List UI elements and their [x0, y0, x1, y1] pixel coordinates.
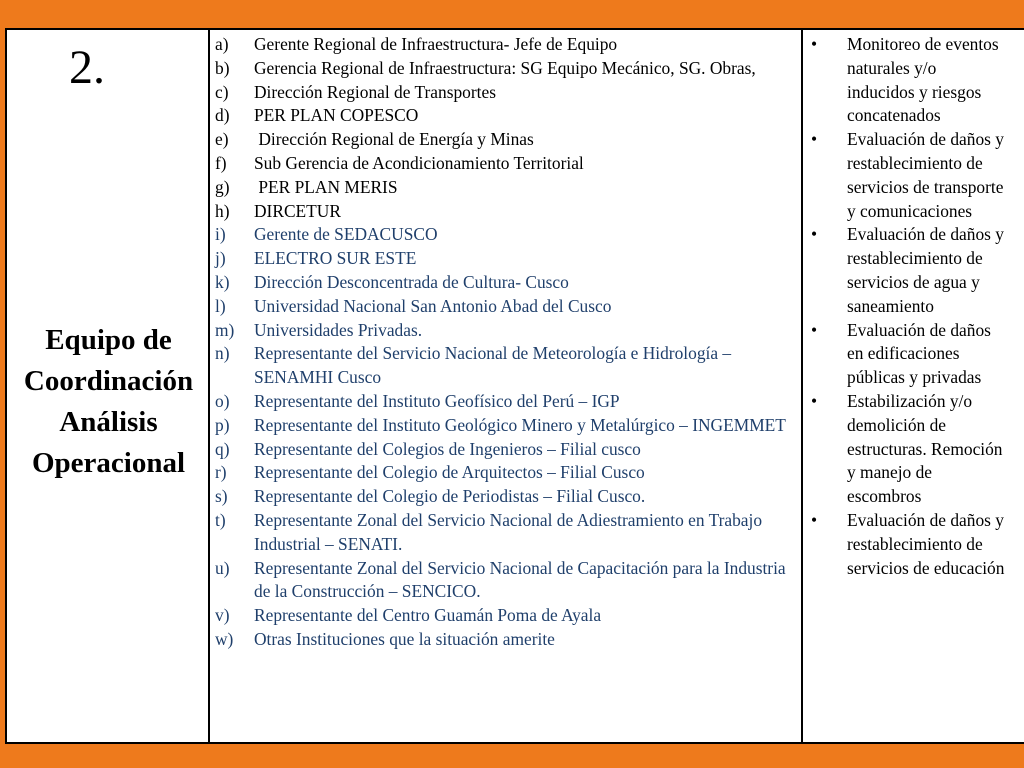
list-item-text: DIRCETUR — [254, 200, 341, 221]
list-item-text: Representante Zonal del Servicio Nacional de Adiestramiento en Trabajo Industrial – SENATI. — [254, 509, 767, 554]
list-item-letter: m) — [215, 319, 235, 340]
list-item — [215, 342, 801, 390]
bullet-item-line: restablecimiento de — [847, 152, 983, 173]
members-list — [215, 33, 801, 652]
list-item-text: Representante del Servicio Nacional de Meteorología e Hidrología – SENAMHI Cusco — [254, 343, 736, 388]
list-item — [215, 438, 801, 462]
section-title-line: Coordinación — [23, 365, 194, 397]
list-item-text: Representante Zonal del Servicio Nacional de Capacitación para la Industria de la Construcción – SENCICO. — [254, 557, 791, 602]
list-item — [215, 104, 801, 128]
list-item — [215, 461, 801, 485]
list-item — [215, 152, 801, 176]
list-item-letter: b) — [215, 57, 230, 78]
list-item-letter: d) — [215, 105, 230, 126]
list-item-letter: g) — [215, 176, 230, 197]
list-item-text: Universidad Nacional San Antonio Abad del Cusco — [254, 295, 612, 316]
list-item — [215, 57, 801, 81]
table-frame — [5, 28, 1024, 744]
list-item-letter: h) — [215, 200, 230, 221]
bullet-item-line: servicios de educación — [847, 557, 1005, 578]
bullet-item-line: inducidos y riesgos — [847, 81, 982, 102]
bullet-item — [809, 319, 1024, 390]
bullet-item-line: demolición de — [847, 414, 947, 435]
list-item-letter: n) — [215, 343, 230, 364]
bullet-item-line: Monitoreo de eventos — [847, 34, 999, 54]
list-item-letter: w) — [215, 628, 234, 649]
section-number: 2. — [69, 41, 105, 94]
list-item-letter: u) — [215, 557, 230, 578]
list-item — [215, 271, 801, 295]
functions-column — [803, 30, 1024, 742]
list-item-text: Representante del Colegio de Periodistas – Filial Cusco. — [254, 486, 646, 507]
bullet-icon: • — [811, 509, 818, 530]
list-item-text: Representante del Instituto Geológico Minero y Metalúrgico – INGEMMET — [254, 414, 786, 435]
list-item — [215, 33, 801, 57]
list-item — [215, 509, 801, 557]
list-item-letter: v) — [215, 605, 230, 626]
bullet-icon: • — [811, 390, 818, 411]
list-item-text: PER PLAN MERIS — [254, 176, 398, 197]
bullet-item-line: Evaluación de daños y — [847, 224, 1004, 245]
bullet-item-line: Evaluación de daños y — [847, 129, 1004, 150]
bullet-icon: • — [811, 319, 818, 340]
list-item-text: Dirección Regional de Transportes — [254, 81, 496, 102]
list-item-text: Gerente Regional de Infraestructura- Jefe de Equipo — [254, 34, 618, 54]
list-item-letter: q) — [215, 438, 230, 459]
bullet-item — [809, 223, 1024, 318]
bullet-item-line: estructuras. Remoción — [847, 438, 1003, 459]
list-item-text: Representante del Colegios de Ingenieros – Filial cusco — [254, 438, 641, 459]
list-item — [215, 390, 801, 414]
bullet-item-line: en edificaciones — [847, 343, 960, 364]
list-item — [215, 557, 801, 605]
section-title-line: Equipo de — [45, 324, 172, 356]
bullet-item — [809, 128, 1024, 223]
list-item — [215, 223, 801, 247]
bullet-item-line: restablecimiento de — [847, 248, 983, 269]
list-item-letter: l) — [215, 295, 226, 316]
list-item — [215, 128, 801, 152]
bullet-item-line: concatenados — [847, 105, 941, 126]
list-item-text: Representante del Colegio de Arquitectos – Filial Cusco — [254, 462, 645, 483]
bullet-item-line: naturales y/o — [847, 57, 937, 78]
list-item — [215, 247, 801, 271]
list-item-letter: e) — [215, 129, 229, 150]
members-column — [210, 30, 803, 742]
section-title-line: Operacional — [31, 447, 186, 479]
list-item — [215, 295, 801, 319]
list-item-text: PER PLAN COPESCO — [254, 105, 419, 126]
list-item-letter: s) — [215, 486, 228, 507]
bullet-item-line: Estabilización y/o — [847, 390, 973, 411]
bullet-item-line: restablecimiento de — [847, 533, 983, 554]
list-item — [215, 200, 801, 224]
bullet-item-line: públicas y privadas — [847, 367, 982, 388]
bullet-item-line: saneamiento — [847, 295, 934, 316]
list-item-letter: o) — [215, 390, 230, 411]
list-item-letter: k) — [215, 271, 230, 292]
list-item — [215, 319, 801, 343]
list-item-letter: p) — [215, 414, 230, 435]
section-column — [7, 30, 210, 742]
list-item-text: Representante del Instituto Geofísico del Perú – IGP — [254, 390, 620, 411]
list-item-text: Gerencia Regional de Infraestructura: SG Equipo Mecánico, SG. Obras, — [254, 57, 756, 78]
list-item-text: Representante del Centro Guamán Poma de Ayala — [254, 605, 602, 626]
list-item-letter: f) — [215, 152, 227, 173]
bullet-item-line: Evaluación de daños — [847, 319, 991, 340]
section-title — [7, 320, 210, 484]
list-item — [215, 81, 801, 105]
bullet-item-line: y comunicaciones — [847, 200, 973, 221]
list-item — [215, 414, 801, 438]
list-item — [215, 176, 801, 200]
list-item-text: Dirección Regional de Energía y Minas — [254, 129, 534, 150]
bullet-item-line: Evaluación de daños y — [847, 509, 1004, 530]
bullet-icon: • — [811, 129, 818, 150]
bullet-item-line: servicios de transporte — [847, 176, 1004, 197]
list-item-letter: r) — [215, 462, 227, 483]
list-item-letter: c) — [215, 81, 229, 102]
bullet-icon: • — [811, 224, 818, 245]
list-item-letter: a) — [215, 34, 229, 54]
list-item — [215, 485, 801, 509]
bullet-item-line: escombros — [847, 486, 922, 507]
bullet-item — [809, 33, 1024, 128]
bullet-item — [809, 390, 1024, 509]
list-item-text: Universidades Privadas. — [254, 319, 423, 340]
list-item-text: Gerente de SEDACUSCO — [254, 224, 438, 245]
list-item — [215, 604, 801, 628]
list-item-text: Dirección Desconcentrada de Cultura- Cusco — [254, 271, 569, 292]
bullet-icon: • — [811, 34, 818, 54]
bullet-item-line: servicios de agua y — [847, 271, 980, 292]
list-item-letter: i) — [215, 224, 226, 245]
functions-list — [809, 33, 1024, 580]
list-item-text: Otras Instituciones que la situación amerite — [254, 628, 555, 649]
list-item-text: ELECTRO SUR ESTE — [254, 248, 417, 269]
bullet-item — [809, 509, 1024, 580]
bullet-item-line: y manejo de — [847, 462, 932, 483]
list-item — [215, 628, 801, 652]
list-item-letter: j) — [215, 248, 226, 269]
list-item-letter: t) — [215, 509, 226, 530]
list-item-text: Sub Gerencia de Acondicionamiento Territorial — [254, 152, 584, 173]
section-title-line: Análisis — [59, 406, 158, 438]
